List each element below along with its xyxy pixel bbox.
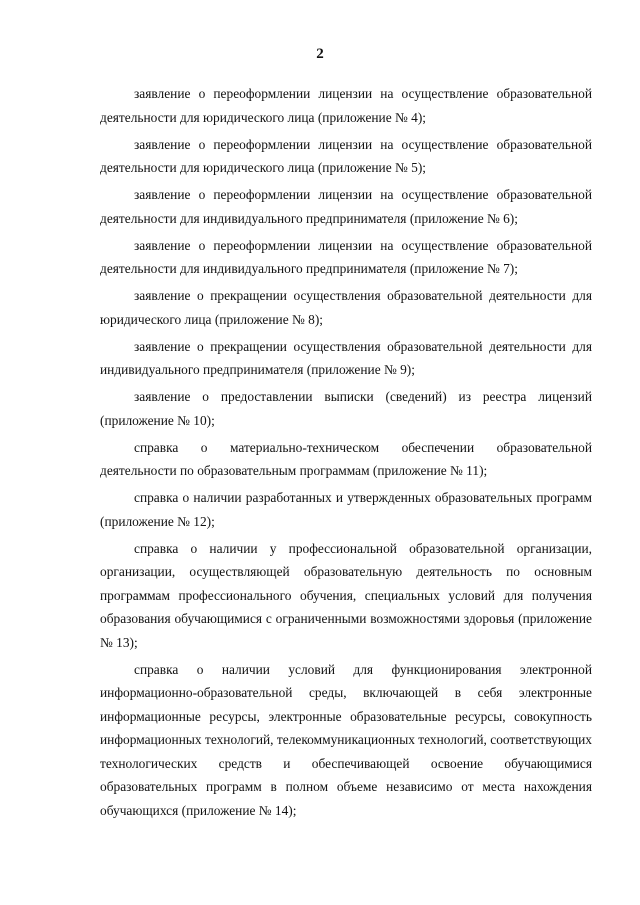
page-number: 2 [316, 46, 324, 62]
paragraph-item: заявление о прекращении осуществления образовательной деятельности для индивидуального предпринимателя (приложение № 9); [100, 338, 592, 377]
document-body [100, 82, 592, 826]
paragraph-item: справка о материально-техническом обеспечении образовательной деятельности по образовательным программам (приложение № 11); [100, 439, 592, 478]
paragraph-item: заявление о переоформлении лицензии на осуществление образовательной деятельности для индивидуального предпринимателя (приложение № 6); [100, 187, 592, 226]
paragraph-item: заявление о прекращении осуществления образовательной деятельности для юридического лица (приложение № 8); [100, 288, 592, 327]
paragraph-item: справка о наличии разработанных и утвержденных образовательных программ (приложение № 12); [100, 490, 592, 529]
paragraph-item: заявление о переоформлении лицензии на осуществление образовательной деятельности для юридического лица (приложение № 5); [100, 136, 592, 175]
paragraph-item: заявление о переоформлении лицензии на осуществление образовательной деятельности для индивидуального предпринимателя (приложение № 7); [100, 237, 592, 276]
paragraph-item: заявление о переоформлении лицензии на осуществление образовательной деятельности для юридического лица (приложение № 4); [100, 86, 592, 125]
paragraph-item: справка о наличии условий для функционирования электронной информационно-образовательной среды, включающей в себя электронные информационные ресурсы, электронные образовательные ресурсы, совокупность информационных технологий, телекоммуникационных технологий, соответствующих технологических средств и обеспечивающей освоение обучающимися образовательных программ в полном объеме независимо от места нахождения обучающихся (приложение № 14); [100, 661, 592, 818]
paragraph-item: заявление о предоставлении выписки (сведений) из реестра лицензий (приложение № 10); [100, 389, 592, 428]
paragraph-item: справка о наличии у профессиональной образовательной организации, организации, осуществляющей образовательную деятельность по основным программам профессионального обучения, специальных условий для получения образования обучающимися с ограниченными возможностями здоровья (приложение № 13); [100, 540, 592, 650]
